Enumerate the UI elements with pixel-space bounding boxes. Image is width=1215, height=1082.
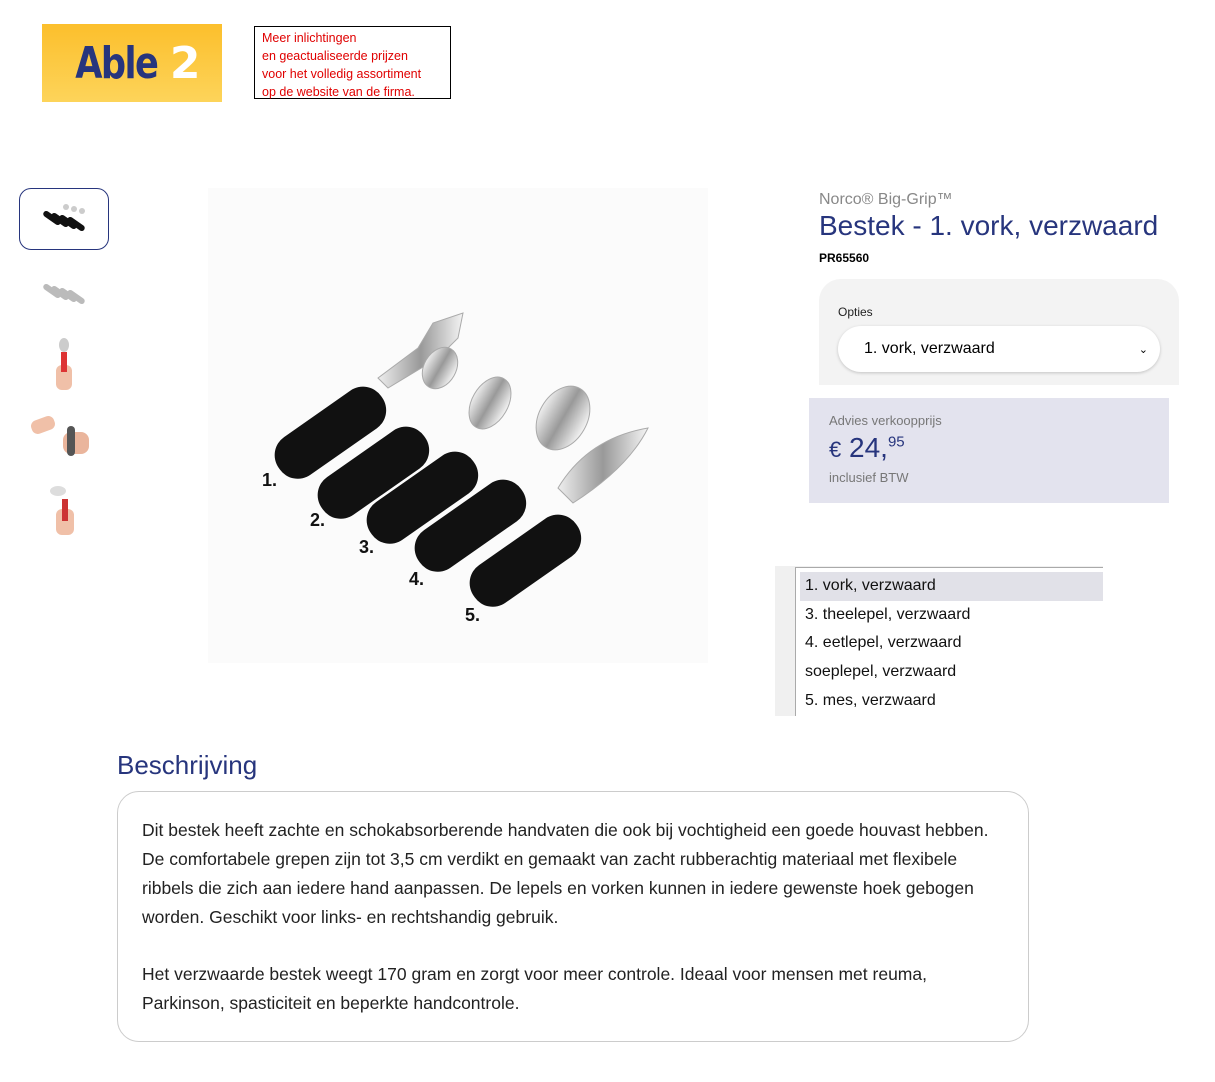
thumbnail-5[interactable] [19, 480, 109, 542]
product-brand: Norco® Big-Grip™ [819, 191, 953, 208]
tax-note: inclusief BTW [829, 470, 909, 485]
description-heading: Beschrijving [117, 750, 258, 780]
description-box [117, 791, 1029, 1042]
thumbnail-gallery [19, 188, 109, 553]
image-label: 3. [359, 537, 375, 557]
thumbnail-3[interactable] [19, 334, 109, 396]
thumbnail-4[interactable] [19, 407, 109, 469]
dropdown-option[interactable]: 4. eetlepel, verzwaard [805, 634, 962, 652]
product-image [208, 188, 708, 663]
price-amount: € 24,95 [829, 432, 905, 463]
thumbnail-1[interactable] [19, 188, 109, 250]
options-dropdown [775, 566, 1103, 716]
description-paragraph: Dit bestek heeft zachte en schokabsorberende handvaten die ook bij vochtigheid een goede houvast hebben. De comfortabele grepen zijn tot 3,5 cm verdikt en gemaakt van zacht rubberachtig materiaal met flexibele ribbels die zich aan iedere hand aanpassen. De lepels en vorken kunnen in iedere gewenste hoek gebogen worden. Geschikt voor links- en rechtshandig gebruik. [142, 820, 989, 927]
chevron-down-icon: ⌄ [1138, 343, 1148, 356]
thumbnail-2[interactable] [19, 261, 109, 323]
price-panel [809, 398, 1169, 503]
description-paragraph: Het verzwaarde bestek weegt 170 gram en zorgt voor meer controle. Ideaal voor mensen met reuma, Parkinson, spasticiteit en beperkte handcontrole. [142, 964, 927, 1013]
product-title: Bestek - 1. vork, verzwaard [819, 210, 1159, 241]
image-label: 2. [310, 510, 326, 530]
dropdown-option[interactable]: soeplepel, verzwaard [805, 663, 957, 681]
able2-logo[interactable]: Able 2 [42, 24, 222, 102]
info-notice: Meer inlichtingen en geactualiseerde prijzen voor het volledig assortiment op de website van de firma. [254, 26, 451, 99]
options-select[interactable]: 1. vork, verzwaard ⌄ [838, 326, 1160, 372]
image-label: 5. [465, 605, 481, 625]
image-label: 4. [409, 569, 425, 589]
options-panel [819, 279, 1179, 385]
product-sku: PR65560 [819, 251, 870, 265]
dropdown-option[interactable]: 3. theelepel, verzwaard [805, 605, 971, 623]
dropdown-option[interactable]: 5. mes, verzwaard [805, 691, 936, 709]
dropdown-option[interactable]: 1. vork, verzwaard [800, 572, 1103, 601]
price-label: Advies verkoopprijs [829, 413, 942, 428]
options-label: Opties [838, 305, 873, 319]
image-label: 1. [262, 470, 278, 490]
